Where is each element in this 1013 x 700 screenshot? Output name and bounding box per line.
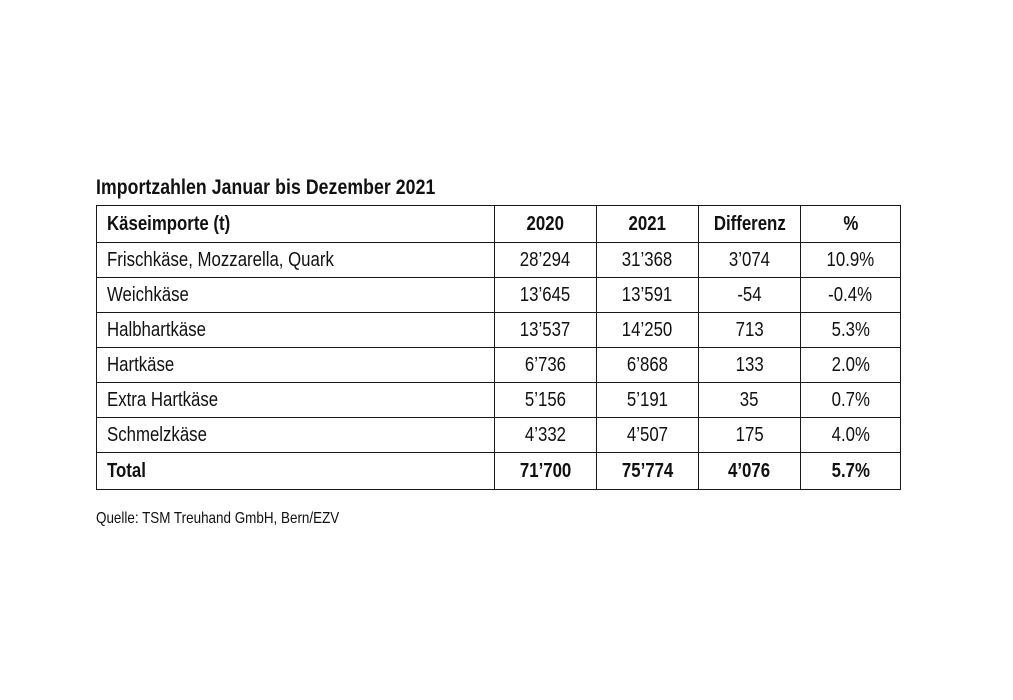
cell-2020: 6’736 — [495, 348, 597, 383]
cell-percent: 10.9% — [801, 243, 901, 278]
table-row — [97, 383, 901, 418]
table-row — [97, 418, 901, 453]
cell-2021: 4’507 — [597, 418, 699, 453]
total-2020: 71’700 — [495, 453, 597, 490]
cell-2020: 28’294 — [495, 243, 597, 278]
cell-2020: 13’645 — [495, 278, 597, 313]
row-label: Schmelzkäse — [97, 418, 495, 453]
cell-percent: 2.0% — [801, 348, 901, 383]
cell-2021: 31’368 — [597, 243, 699, 278]
row-label: Frischkäse, Mozzarella, Quark — [97, 243, 495, 278]
total-2021: 75’774 — [597, 453, 699, 490]
table-title: Importzahlen Januar bis Dezember 2021 — [96, 176, 436, 199]
table-row — [97, 313, 901, 348]
table-row — [97, 278, 901, 313]
column-header-percent: % — [801, 206, 901, 243]
cell-difference: 3’074 — [699, 243, 801, 278]
cell-percent: -0.4% — [801, 278, 901, 313]
row-label: Weichkäse — [97, 278, 495, 313]
cell-2020: 13’537 — [495, 313, 597, 348]
row-label: Hartkäse — [97, 348, 495, 383]
column-header-2021: 2021 — [597, 206, 699, 243]
row-label: Extra Hartkäse — [97, 383, 495, 418]
cell-2020: 5’156 — [495, 383, 597, 418]
cell-percent: 5.3% — [801, 313, 901, 348]
cheese-imports-table — [96, 205, 901, 490]
cell-2021: 13’591 — [597, 278, 699, 313]
cell-difference: 35 — [699, 383, 801, 418]
row-label: Halbhartkäse — [97, 313, 495, 348]
cell-difference: 133 — [699, 348, 801, 383]
cell-2021: 6’868 — [597, 348, 699, 383]
column-header-category: Käseimporte (t) — [97, 206, 495, 243]
cell-percent: 0.7% — [801, 383, 901, 418]
cell-2021: 14’250 — [597, 313, 699, 348]
source-note: Quelle: TSM Treuhand GmbH, Bern/EZV — [96, 510, 340, 527]
cell-difference: 175 — [699, 418, 801, 453]
table-row — [97, 243, 901, 278]
cell-2020: 4’332 — [495, 418, 597, 453]
cell-2021: 5’191 — [597, 383, 699, 418]
cell-percent: 4.0% — [801, 418, 901, 453]
table-header-row — [97, 206, 901, 243]
total-difference: 4’076 — [699, 453, 801, 490]
total-percent: 5.7% — [801, 453, 901, 490]
column-header-difference: Differenz — [699, 206, 801, 243]
cell-difference: 713 — [699, 313, 801, 348]
table-row — [97, 348, 901, 383]
column-header-2020: 2020 — [495, 206, 597, 243]
total-row — [97, 453, 901, 490]
cell-difference: -54 — [699, 278, 801, 313]
total-label: Total — [97, 453, 495, 490]
